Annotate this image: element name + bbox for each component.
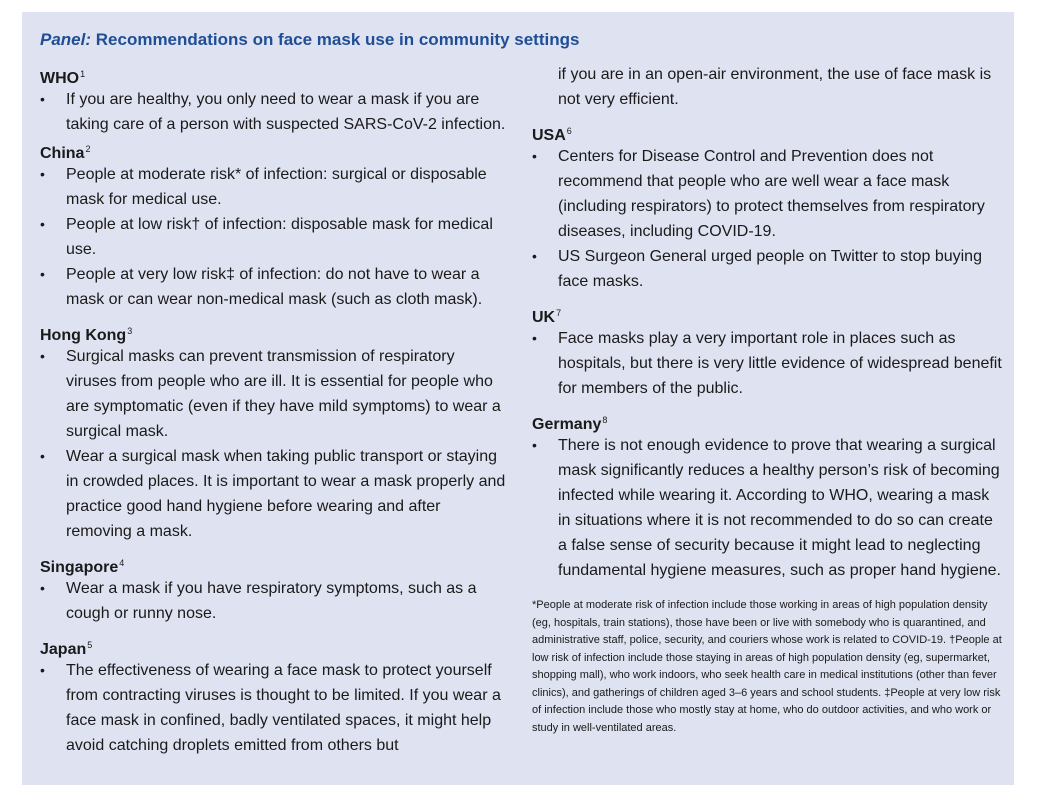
reference-number: 4 bbox=[119, 558, 125, 568]
right-column bbox=[532, 62, 1002, 737]
region-heading-uk bbox=[532, 301, 1002, 326]
bullet-list-china bbox=[40, 162, 508, 312]
region-name: Germany bbox=[532, 416, 602, 433]
bullet-item: • If you are healthy, you only need to wear a mask if you are taking care of a person with suspected SARS-CoV-2 infection. bbox=[40, 87, 508, 137]
panel-title-text: Recommendations on face mask use in community settings bbox=[91, 30, 580, 49]
region-heading-japan bbox=[40, 633, 508, 658]
recommendations-panel bbox=[22, 12, 1014, 785]
region-name: China bbox=[40, 145, 85, 162]
region-name: Hong Kong bbox=[40, 327, 127, 344]
reference-number: 5 bbox=[87, 640, 93, 650]
bullet-list-usa bbox=[532, 144, 1002, 294]
region-heading-usa bbox=[532, 119, 1002, 144]
reference-number: 6 bbox=[566, 126, 572, 136]
region-heading-hong-kong bbox=[40, 319, 508, 344]
bullet-item: • Wear a surgical mask when taking public transport or staying in crowded places. It is important to wear a mask properly and practice good hand hygiene before wearing and after removing a mask. bbox=[40, 444, 508, 544]
reference-number: 7 bbox=[556, 308, 562, 318]
bullet-item: • There is not enough evidence to prove that wearing a surgical mask significantly reduces a healthy person’s risk of becoming infected while wearing it. According to WHO, wearing a mask in situations where it is not recommended to do so can create a false sense of security because it might lead to neglecting fundamental hygiene measures, such as proper hand hygiene. bbox=[532, 433, 1002, 583]
bullet-list-germany bbox=[532, 433, 1002, 583]
bullet-list-singapore bbox=[40, 576, 508, 626]
bullet-list-japan bbox=[40, 658, 508, 758]
reference-number: 8 bbox=[602, 415, 608, 425]
reference-number: 1 bbox=[80, 69, 86, 79]
bullet-item: • US Surgeon General urged people on Twitter to stop buying face masks. bbox=[532, 244, 1002, 294]
region-heading-singapore bbox=[40, 551, 508, 576]
panel-title bbox=[40, 30, 579, 50]
region-name: Japan bbox=[40, 641, 87, 658]
bullet-item: • People at low risk† of infection: disposable mask for medical use. bbox=[40, 212, 508, 262]
reference-number: 2 bbox=[85, 144, 91, 154]
japan-continued-text: if you are in an open-air environment, the use of face mask is not very efficient. bbox=[558, 66, 992, 108]
panel-label: Panel: bbox=[40, 30, 92, 49]
bullet-item: • People at moderate risk* of infection: surgical or disposable mask for medical use. bbox=[40, 162, 508, 212]
region-heading-germany bbox=[532, 408, 1002, 433]
bullet-item: • The effectiveness of wearing a face mask to protect yourself from contracting viruses is thought to be limited. If you wear a face mask in confined, badly ventilated spaces, it might help avoid catching droplets emitted from others but bbox=[40, 658, 508, 758]
region-name: USA bbox=[532, 127, 566, 144]
left-column bbox=[40, 62, 508, 758]
region-heading-china bbox=[40, 137, 508, 162]
bullet-item: • Face masks play a very important role in places such as hospitals, but there is very little evidence of widespread benefit for members of the public. bbox=[532, 326, 1002, 401]
bullet-item: • Wear a mask if you have respiratory symptoms, such as a cough or runny nose. bbox=[40, 576, 508, 626]
bullet-item: • Surgical masks can prevent transmission of respiratory viruses from people who are ill. It is essential for people who are symptomatic (even if they have mild symptoms) to wear a surgical mask. bbox=[40, 344, 508, 444]
region-name: UK bbox=[532, 309, 556, 326]
bullet-list-hong-kong bbox=[40, 344, 508, 544]
region-name: WHO bbox=[40, 70, 80, 87]
bullet-list-uk bbox=[532, 326, 1002, 401]
bullet-list-who bbox=[40, 87, 508, 137]
region-heading-who bbox=[40, 62, 508, 87]
bullet-item: • Centers for Disease Control and Prevention does not recommend that people who are well wear a face mask (including respirators) to protect themselves from respiratory diseases, including COVID-19. bbox=[532, 144, 1002, 244]
bullet-item: • People at very low risk‡ of infection: do not have to wear a mask or can wear non-medical mask (such as cloth mask). bbox=[40, 262, 508, 312]
region-name: Singapore bbox=[40, 559, 119, 576]
reference-number: 3 bbox=[127, 326, 133, 336]
footnote: *People at moderate risk of infection include those working in areas of high population density (eg, hospitals, train stations), those have been or live with somebody who is quarantined, and administrative staff, police, security, and couriers whose work is related to COVID-19. †People at low risk of infection include those staying in areas of high population density (eg, supermarket, shopping mall), who work indoors, who seek health care in medical institutions (other than fever clinics), and gatherings of children aged 3–6 years and school students. ‡People at very low risk of infection include those who mostly stay at home, who do outdoor activities, and who work or study in well-ventilated areas. bbox=[532, 599, 1002, 734]
